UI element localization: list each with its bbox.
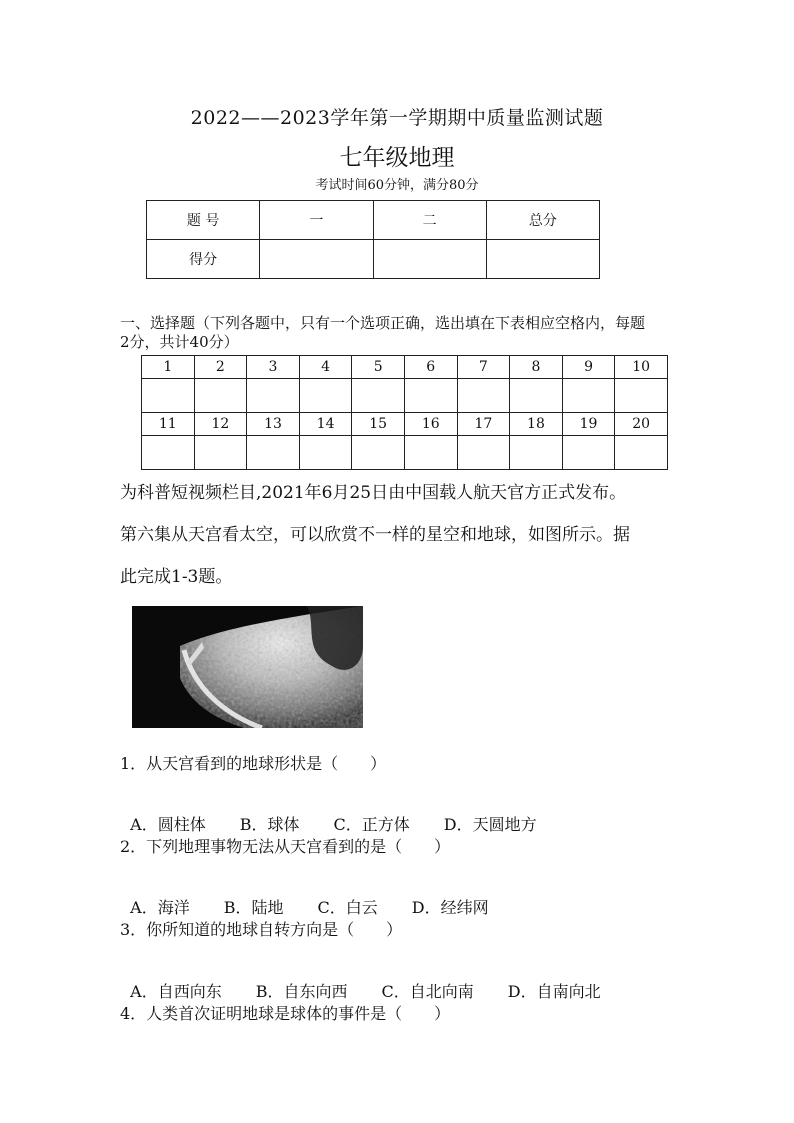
- passage-line: 此完成1-3题。: [120, 567, 233, 587]
- answer-blank-cell[interactable]: [457, 379, 510, 413]
- question-stem: 2．下列地理事物无法从天宫看到的是（ ）: [120, 837, 451, 856]
- answer-blank-cell[interactable]: [194, 379, 247, 413]
- answer-number-cell: 15: [352, 413, 405, 436]
- score-table: [146, 200, 600, 279]
- answer-number-cell: 10: [615, 356, 668, 379]
- option-a[interactable]: A．自西向东: [130, 982, 222, 1001]
- question-options: [120, 962, 700, 1002]
- score-header-cell: 一: [260, 201, 373, 240]
- question-stem: 1．从天宫看到的地球形状是（ ）: [120, 754, 387, 773]
- option-b[interactable]: B．球体: [239, 815, 300, 834]
- option-b[interactable]: B．自东向西: [255, 982, 348, 1001]
- option-a[interactable]: A．圆柱体: [130, 815, 206, 834]
- answer-number-cell: 2: [194, 356, 247, 379]
- answer-number-cell: 3: [247, 356, 300, 379]
- score-header-cell: 总分: [486, 201, 599, 240]
- answer-number-cell: 9: [562, 356, 615, 379]
- answer-blank-cell[interactable]: [352, 436, 405, 470]
- answer-blank-cell[interactable]: [562, 436, 615, 470]
- answer-blank-cell[interactable]: [615, 379, 668, 413]
- score-header-cell: 二: [373, 201, 486, 240]
- score-cell[interactable]: [373, 240, 486, 279]
- answer-number-cell: 6: [404, 356, 457, 379]
- answer-blank-cell[interactable]: [299, 436, 352, 470]
- section-heading-line: 2分，共计40分）: [120, 333, 239, 351]
- question-stem: 4．人类首次证明地球是球体的事件是（ ）: [120, 1004, 451, 1023]
- answer-blank-cell[interactable]: [615, 436, 668, 470]
- option-d[interactable]: D．天圆地方: [443, 815, 537, 834]
- answer-number-cell: 13: [247, 413, 300, 436]
- answer-number-cell: 11: [142, 413, 195, 436]
- answer-number-cell: 5: [352, 356, 405, 379]
- question-options: [120, 878, 700, 918]
- answer-number-row: [142, 356, 668, 379]
- option-c[interactable]: C．自北向南: [381, 982, 474, 1001]
- answer-blank-cell[interactable]: [352, 379, 405, 413]
- answer-blank-cell[interactable]: [247, 436, 300, 470]
- answer-blank-row: [142, 379, 668, 413]
- answer-blank-row: [142, 436, 668, 470]
- answer-blank-cell[interactable]: [562, 379, 615, 413]
- subject-title: 七年级地理: [339, 145, 455, 171]
- earth-from-tiangong-image: [132, 606, 363, 728]
- answer-number-cell: 17: [457, 413, 510, 436]
- option-c[interactable]: C．正方体: [333, 815, 410, 834]
- answer-number-cell: 20: [615, 413, 668, 436]
- answer-number-cell: 4: [299, 356, 352, 379]
- option-d[interactable]: D．经纬网: [411, 898, 489, 917]
- passage-line: 第六集从天宫看太空，可以欣赏不一样的星空和地球，如图所示。据: [120, 525, 630, 545]
- answer-number-cell: 12: [194, 413, 247, 436]
- answer-blank-cell[interactable]: [510, 436, 563, 470]
- answer-number-cell: 1: [142, 356, 195, 379]
- question-options: [120, 795, 700, 835]
- answer-blank-cell[interactable]: [194, 436, 247, 470]
- question-stem: 3．你所知道的地球自转方向是（ ）: [120, 920, 403, 939]
- score-cell[interactable]: [260, 240, 373, 279]
- answer-blank-cell[interactable]: [142, 379, 195, 413]
- score-table-row: [147, 240, 600, 279]
- answer-number-row: [142, 413, 668, 436]
- answer-blank-cell[interactable]: [457, 436, 510, 470]
- option-b[interactable]: B．陆地: [223, 898, 284, 917]
- section-heading: [120, 314, 680, 352]
- answer-number-cell: 14: [299, 413, 352, 436]
- answer-number-cell: 8: [510, 356, 563, 379]
- score-header-cell: 题 号: [147, 201, 260, 240]
- answer-table: [141, 355, 668, 470]
- exam-title: 2022——2023学年第一学期期中质量监测试题: [190, 107, 604, 129]
- option-a[interactable]: A．海洋: [130, 898, 190, 917]
- answer-blank-cell[interactable]: [247, 379, 300, 413]
- answer-blank-cell[interactable]: [404, 436, 457, 470]
- answer-blank-cell[interactable]: [510, 379, 563, 413]
- answer-blank-cell[interactable]: [299, 379, 352, 413]
- option-d[interactable]: D．自南向北: [507, 982, 601, 1001]
- answer-blank-cell[interactable]: [142, 436, 195, 470]
- option-c[interactable]: C．白云: [317, 898, 378, 917]
- answer-number-cell: 18: [510, 413, 563, 436]
- exam-info: 考试时间60分钟，满分80分: [315, 178, 479, 193]
- passage-line: 为科普短视频栏目,2021年6月25日由中国载人航天官方正式发布。: [120, 483, 627, 503]
- score-row-label: 得分: [147, 240, 260, 279]
- answer-number-cell: 7: [457, 356, 510, 379]
- score-table-header-row: [147, 201, 600, 240]
- answer-blank-cell[interactable]: [404, 379, 457, 413]
- section-heading-line: 一、选择题（下列各题中，只有一个选项正确，选出填在下表相应空格内，每题: [120, 314, 646, 332]
- answer-number-cell: 16: [404, 413, 457, 436]
- score-cell[interactable]: [486, 240, 599, 279]
- answer-number-cell: 19: [562, 413, 615, 436]
